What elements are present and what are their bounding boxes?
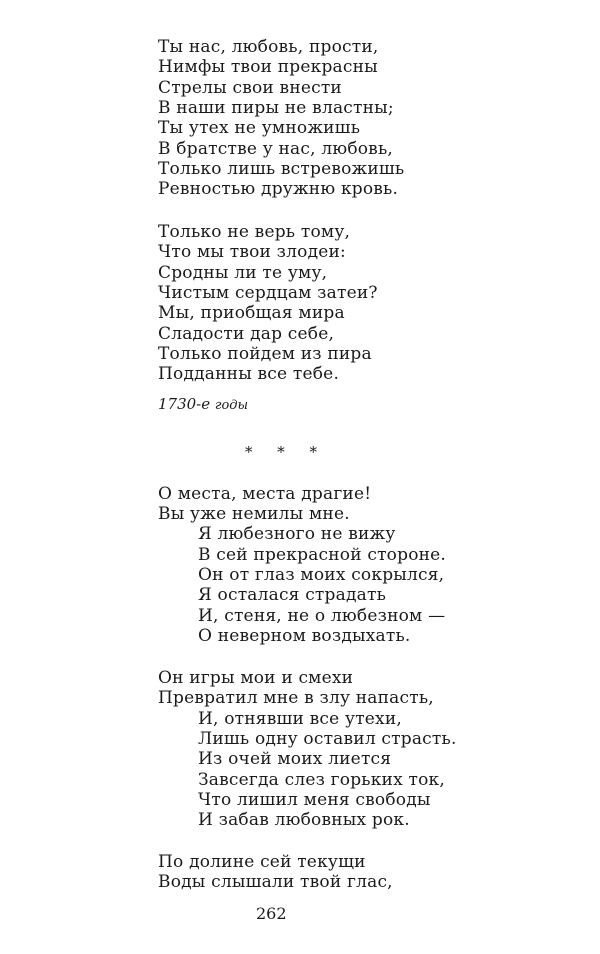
poem-line: О неверном воздыхать. [198,626,411,646]
poem-line: Лишь одну оставил страсть. [198,729,457,749]
poem-line: И, стеня, не о любезном — [198,606,446,626]
poem-line: В наши пиры не властны; [158,98,394,118]
poem-line: Я любезного не вижу [198,524,396,544]
poem-line: Только не верь тому, [158,222,351,242]
poem-line: Вы уже немилы мне. [158,504,350,524]
poem-line: Только лишь встревожишь [158,159,405,179]
poem-line: Нимфы твои прекрасны [158,57,378,77]
poem-date-year: 1730-е [158,395,211,413]
poem-line: Ревностью дружню кровь. [158,179,399,199]
poem-line: Он игры мои и смехи [158,668,354,688]
poem-line: В сей прекрасной стороне. [198,545,447,565]
poem-line: Стрелы свои внести [158,78,342,98]
poem-line: Из очей моих лиется [198,749,392,769]
poem-line: И забав любовных рок. [198,810,410,830]
poem-line: О места, места драгие! [158,484,372,504]
poem-line: Я осталася страдать [198,585,387,605]
poem-line: Сладости дар себе, [158,324,335,344]
poem-line: Чистым сердцам затеи? [158,283,378,303]
poem-line: По долине сей текущи [158,852,366,872]
poem-line: Воды слышали твой глас, [158,872,393,892]
poem-line: Превратил мне в злу напасть, [158,688,434,708]
poem-line: Он от глаз моих сокрылся, [198,565,445,585]
poem-line: Ты нас, любовь, прости, [158,37,379,57]
poem-line: И, отнявши все утехи, [198,709,402,729]
poem-line: Ты утех не умножишь [158,118,361,138]
page-number: 262 [256,904,287,923]
poem-line: Только пойдем из пира [158,344,372,364]
section-separator: * * * [245,443,328,461]
poem-date [158,394,248,416]
poem-line: Сродны ли те уму, [158,263,328,283]
poem-line: Подданны все тебе. [158,364,340,384]
poem-line: Что лишил меня свободы [198,790,431,810]
poem-line: Что мы твои злодеи: [158,242,346,262]
poem-line: В братстве у нас, любовь, [158,139,394,159]
poem-line: Завсегда слез горьких ток, [198,770,445,790]
poem-date-label: годы [214,398,249,413]
poem-line: Мы, приобщая мира [158,303,345,323]
